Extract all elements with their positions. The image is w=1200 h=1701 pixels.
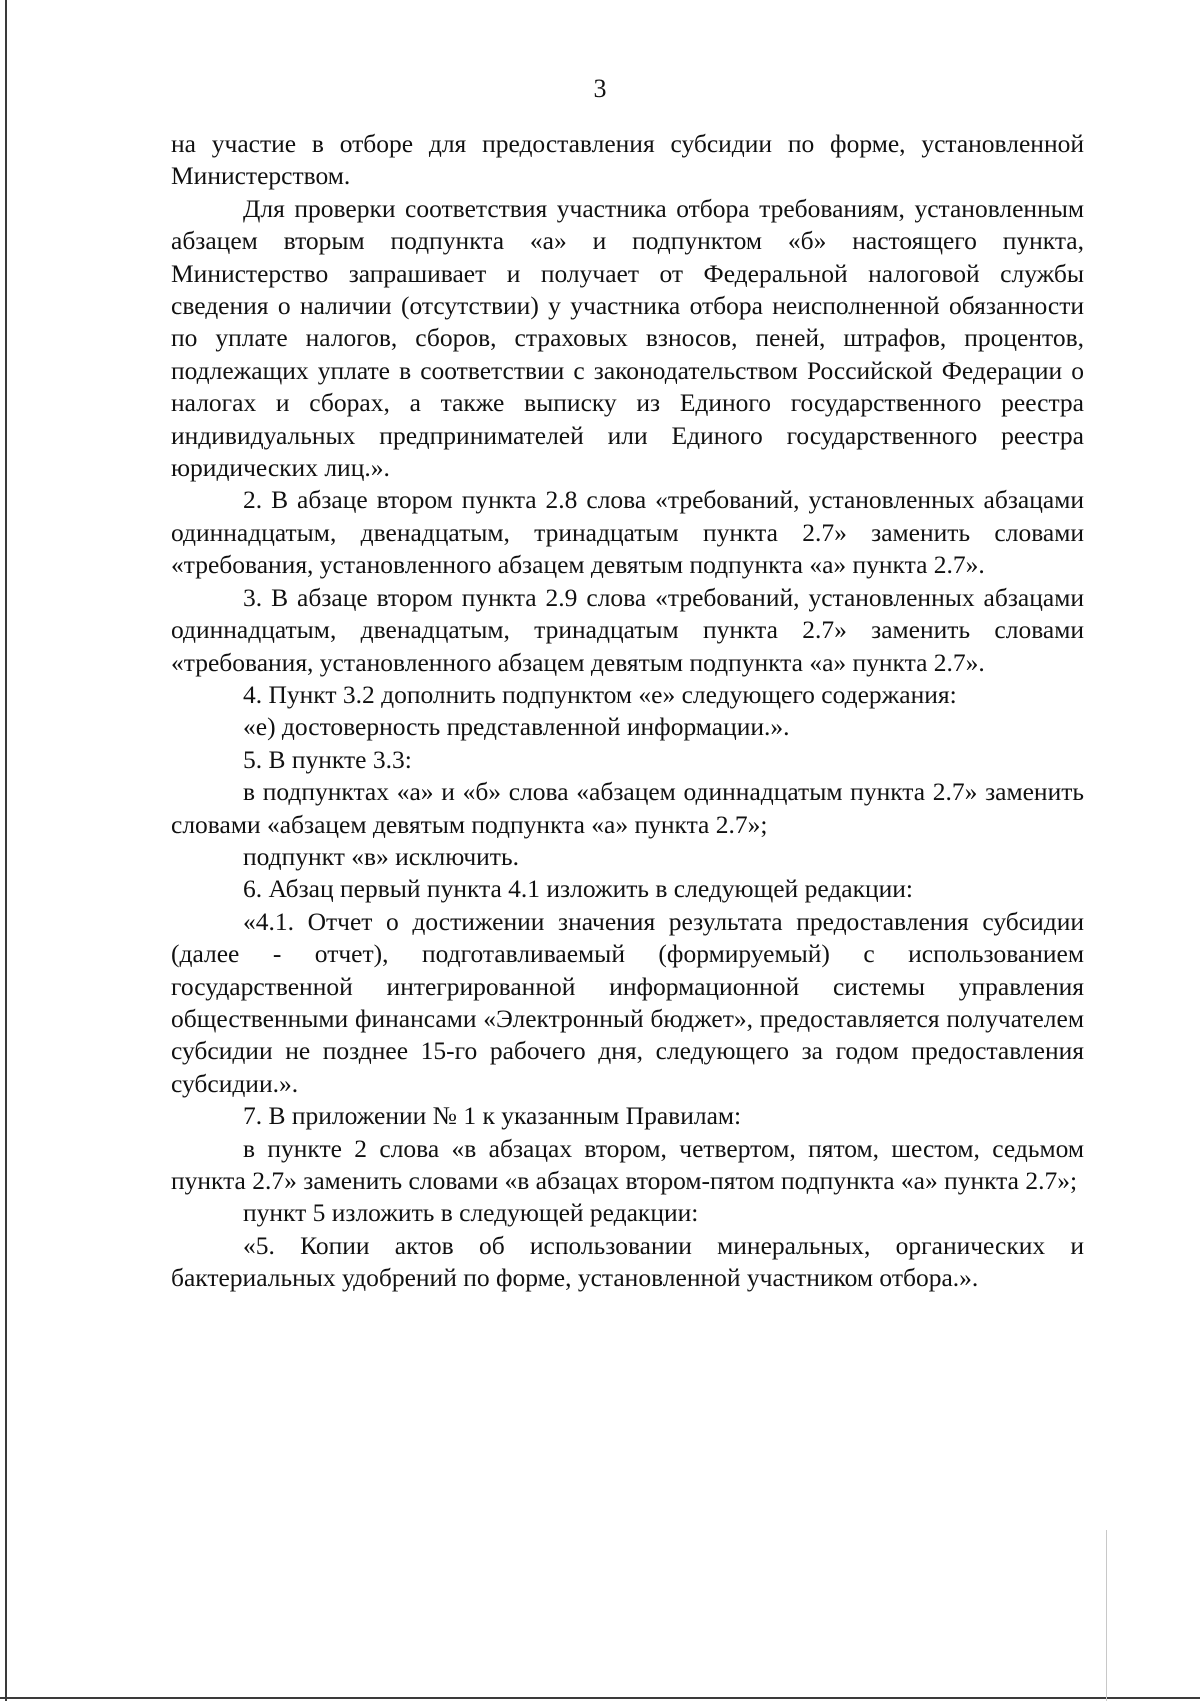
paragraph-item-7-point-5: пункт 5 изложить в следующей редакции:: [243, 1198, 699, 1228]
paragraph-item-5-a-b: в подпунктах «а» и «б» слова «абзацем одиннадцатым пункта 2.7» заменить словами «абзацем девятым подпункта «а» пункта 2.7»;: [171, 777, 1084, 839]
paragraph-item-4-text: «е) достоверность представленной информации.».: [243, 712, 790, 742]
paragraph-item-6-text: «4.1. Отчет о достижении значения результата предоставления субсидии (далее - отчет), подготавливаемый (формируемый) с использованием государственной интегрированной информационной системы управления общественными финансами «Электронный бюджет», предоставляется получателем субсидии не позднее 15-го рабочего дня, следующего за годом предоставления субсидии.».: [171, 906, 1084, 1098]
paragraph-item-3: 3. В абзаце втором пункта 2.9 слова «требований, установленных абзацами одиннадцатым, двенадцатым, тринадцатым пункта 2.7» заменить словами «требования, установленного абзацем девятым подпункта «а» пункта 2.7».: [171, 582, 1084, 677]
paragraph-item-7-point-2: в пункте 2 слова «в абзацах втором, четвертом, пятом, шестом, седьмом пункта 2.7» заменить словами «в абзацах втором-пятом подпункта «а» пункта 2.7»;: [171, 1133, 1084, 1195]
paragraph-item-2: 2. В абзаце втором пункта 2.8 слова «требований, установленных абзацами одиннадцатым, двенадцатым, тринадцатым пункта 2.7» заменить словами «требования, установленного абзацем девятым подпункта «а» пункта 2.7».: [171, 485, 1084, 580]
document-body: [171, 128, 1084, 1295]
page-number: 3: [593, 74, 607, 103]
paragraph-item-7: 7. В приложении № 1 к указанным Правилам:: [243, 1101, 742, 1131]
scan-bottom-edge: [0, 1697, 1200, 1699]
paragraph-verification: Для проверки соответствия участника отбора требованиям, установленным абзацем вторым подпункта «а» и подпунктом «б» настоящего пункта, Министерство запрашивает и получает от Федеральной налоговой службы сведения о наличии (отсутствии) у участника отбора неисполненной обязанности по уплате налогов, сборов, страховых взносов, пеней, штрафов, процентов, подлежащих уплате в соответствии с законодательством Российской Федерации о налогах и сборах, а также выписку из Единого государственного реестра индивидуальных предпринимателей или Единого государственного реестра юридических лиц.».: [171, 193, 1084, 483]
paragraph-item-5: 5. В пункте 3.3:: [243, 744, 412, 774]
paragraph-item-7-point-5-text: «5. Копии актов об использовании минеральных, органических и бактериальных удобрений по форме, установленной участником отбора.».: [171, 1230, 1084, 1293]
paragraph-item-4: 4. Пункт 3.2 дополнить подпунктом «е» следующего содержания:: [243, 679, 957, 709]
paragraph-continuation: на участие в отборе для предоставления субсидии по форме, установленной Министерством.: [171, 129, 1084, 191]
paragraph-item-6: 6. Абзац первый пункта 4.1 изложить в следующей редакции:: [243, 874, 914, 904]
scan-right-edge: [1106, 1530, 1107, 1701]
scan-left-edge: [5, 0, 7, 1701]
paragraph-item-5-v: подпункт «в» исключить.: [243, 841, 519, 871]
